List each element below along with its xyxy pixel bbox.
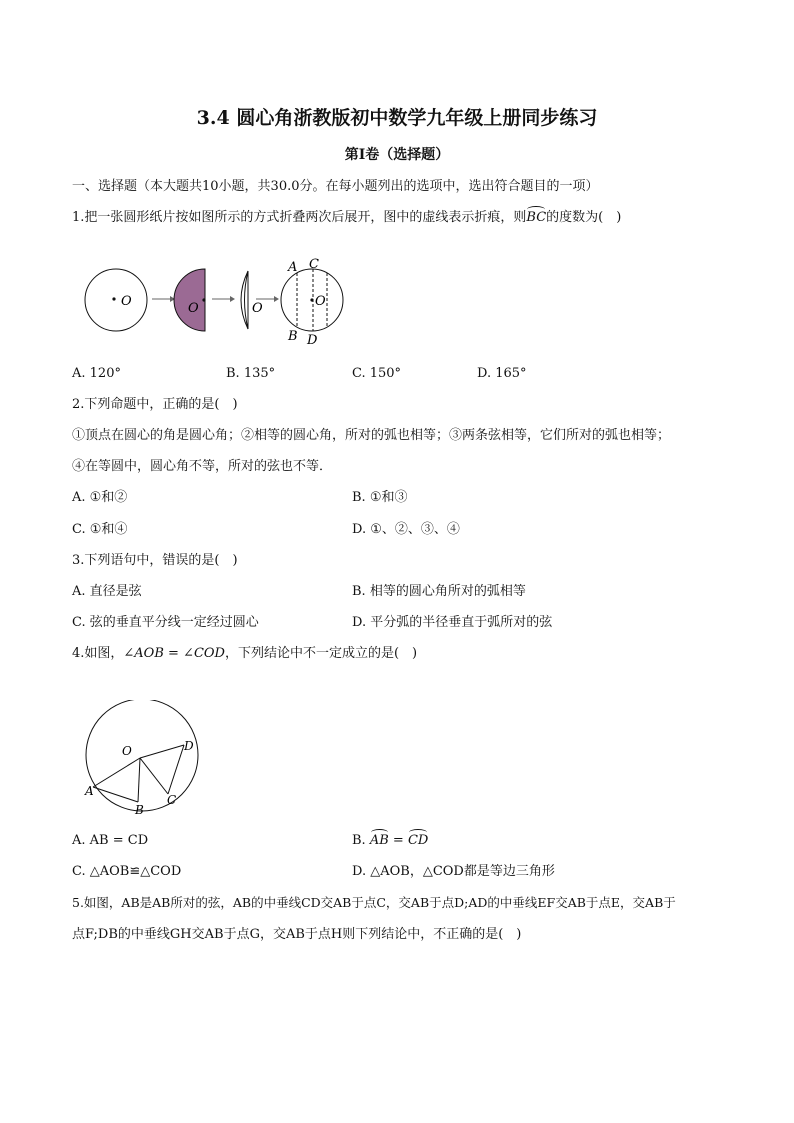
q3-option-a: A. 直径是弦	[72, 584, 142, 599]
question-1-stem	[72, 209, 621, 227]
q1-stem-b: 的度数为( )	[546, 210, 622, 225]
q4-circle-figure	[76, 700, 216, 820]
q1-folding-figure	[78, 250, 358, 350]
q4-option-b-arc-ab: AB	[369, 833, 389, 848]
q1-fig4-label-a: A	[288, 260, 298, 275]
q4-math: ∠AOB = ∠COD	[123, 646, 225, 661]
q4-stem-a: 4.如图，	[72, 646, 124, 661]
q4-fig-label-o: O	[122, 744, 132, 758]
q2-option-b: B. ①和③	[352, 490, 408, 505]
q4-option-b-equals: =	[388, 833, 408, 848]
q1-fig4-label-d: D	[307, 333, 318, 348]
q4-option-d: D. △AOB，△COD都是等边三角形	[352, 864, 555, 879]
question-3-stem: 3.下列语句中，错误的是( )	[72, 553, 238, 568]
q4-fig-label-c: C	[167, 793, 177, 807]
q4-option-c: C. △AOB≌△COD	[72, 864, 182, 879]
q4-option-b	[352, 832, 428, 850]
q3-option-d: D. 平分弧的半径垂直于弧所对的弦	[352, 615, 553, 630]
q1-fig4-label-o: O	[315, 294, 326, 309]
section-subtitle: 第I卷（选择题）	[344, 147, 450, 163]
q1-stem-a: 1.把一张圆形纸片按如图所示的方式折叠两次后展开，图中的虚线表示折痕，则	[72, 210, 527, 225]
q1-option-a: A. 120°	[72, 366, 121, 381]
q3-option-c: C. 弦的垂直平分线一定经过圆心	[72, 615, 259, 630]
question-5-line-2: 点F;DB的中垂线GH交AB于点G，交AB于点H则下列结论中，不正确的是( )	[72, 927, 522, 942]
q1-option-b: B. 135°	[226, 366, 276, 381]
q2-statement-line-1: ①顶点在圆心的角是圆心角；②相等的圆心角，所对的弧也相等；③两条弦相等，它们所对的弧也相等；	[72, 428, 671, 443]
q1-arc-bc: BC	[526, 210, 547, 225]
q2-option-c: C. ①和④	[72, 522, 128, 537]
q2-option-d: D. ①、②、③、④	[352, 522, 460, 537]
q1-option-c: C. 150°	[352, 366, 402, 381]
q4-option-b-arc-cd: CD	[407, 833, 429, 848]
q4-stem-b: ，下列结论中不一定成立的是( )	[224, 646, 418, 661]
q2-statement-line-2: ④在等圆中，圆心角不等，所对的弦也不等．	[72, 459, 333, 474]
q1-fig2-label-o: O	[188, 301, 199, 316]
q4-fig-label-a: A	[85, 784, 94, 798]
q3-option-b: B. 相等的圆心角所对的弧相等	[352, 584, 526, 599]
q1-option-d: D. 165°	[477, 366, 527, 381]
question-4-stem	[72, 645, 417, 663]
page-title: 3.4 圆心角浙教版初中数学九年级上册同步练习	[196, 107, 598, 129]
section-header: 一、选择题（本大题共10小题，共30.0分。在每小题列出的选项中，选出符合题目的一项）	[72, 179, 599, 194]
question-5-line-1: 5.如图，AB是AB所对的弦，AB的中垂线CD交AB于点C，交AB于点D;AD的中垂线EF交AB于点E，交AB于	[72, 895, 676, 910]
q4-fig-label-d: D	[184, 739, 194, 753]
q1-fig3-label-o: O	[252, 301, 263, 316]
q1-fig1-label-o: O	[121, 294, 132, 309]
q1-fig4-label-c: C	[309, 257, 319, 272]
q1-fig4-label-b: B	[288, 329, 298, 344]
q4-option-b-prefix: B.	[352, 833, 370, 848]
question-2-stem: 2.下列命题中，正确的是( )	[72, 397, 238, 412]
q2-option-a: A. ①和②	[72, 490, 128, 505]
q4-fig-label-b: B	[135, 803, 144, 817]
q4-option-a: A. AB = CD	[72, 833, 149, 848]
